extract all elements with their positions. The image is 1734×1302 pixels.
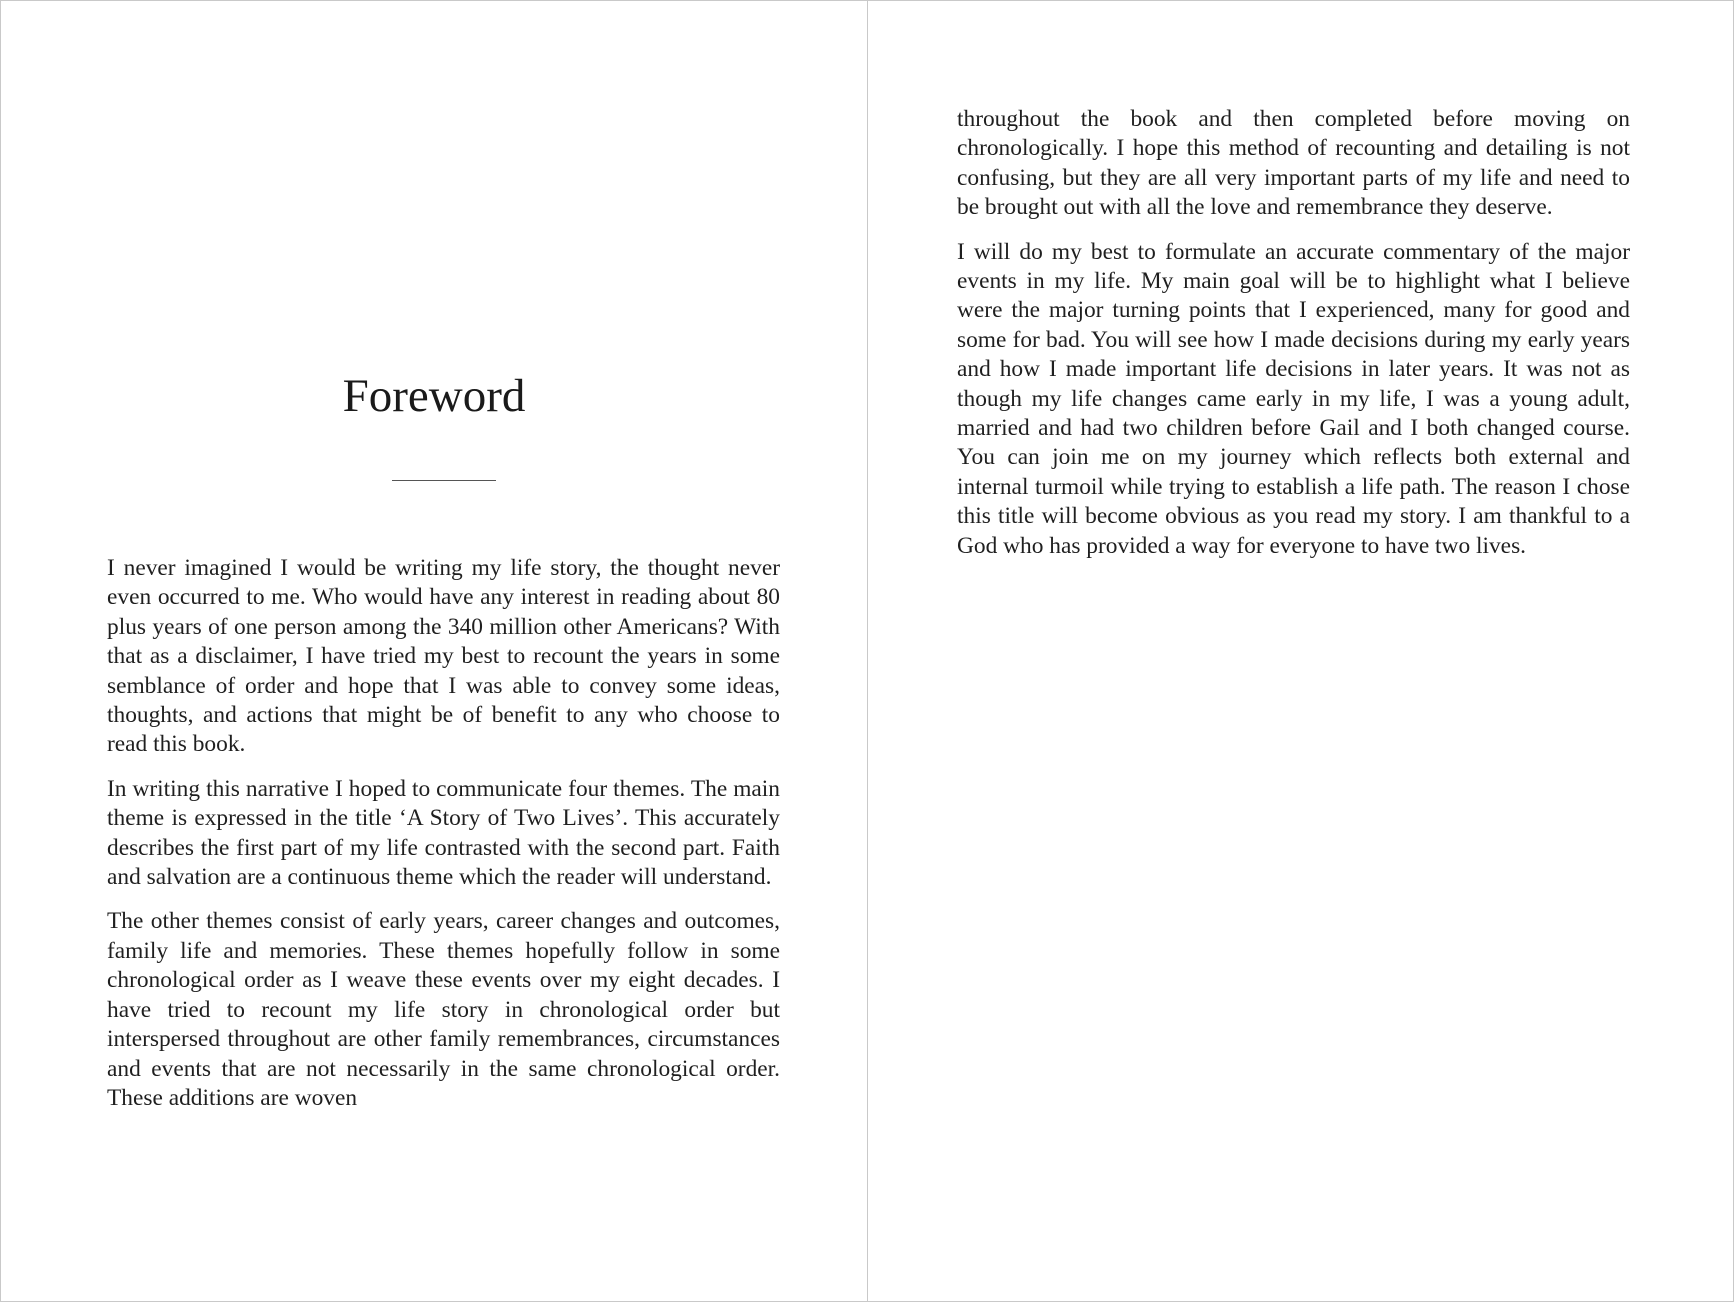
left-page-text [107,554,780,1128]
paragraph: throughout the book and then completed before moving on chronologically. I hope this method of recounting and detailing is not confusing, but they are all very important parts of my life and need to be brought out with all the love and remembrance they deserve. [957,106,1630,221]
chapter-title: Foreword [342,370,526,422]
left-page[interactable] [1,1,867,1301]
paragraph: I will do my best to formulate an accurate commentary of the major events in my life. My main goal will be to highlight what I believe were the major turning points that I experienced, many for good and some for bad. You will see how I made decisions during my early years and how I made important life decisions in later years. It was not as though my life changes came early in my life, I was a young adult, married and had two children before Gail and I both changed course. You can join me on my journey which reflects both external and internal turmoil while trying to establish a life path. The reason I chose this title will become obvious as you read my story. I am thankful to a God who has provided a way for everyone to have two lives. [957,238,1630,559]
right-page-text [957,105,1630,576]
paragraph: The other themes consist of early years, career changes and outcomes, family life and memories. These themes hopefully follow in some chronological order as I weave these events over my eight decades. I have tried to recount my life story in chronological order but interspersed throughout are other family remembrances, circumstances and events that are not necessarily in the same chronological order. These additions are woven [107,908,780,1111]
right-page[interactable] [868,1,1734,1301]
paragraph: I never imagined I would be writing my life story, the thought never even occurred to me. Who would have any interest in reading about 80 plus years of one person among the 340 million other Americans? With that as a disclaimer, I have tried my best to recount the years in some semblance of order and hope that I was able to convey some ideas, thoughts, and actions that might be of benefit to any who choose to read this book. [107,555,780,758]
paragraph: In writing this narrative I hoped to communicate four themes. The main theme is expressed in the title ‘A Story of Two Lives’. This accurately describes the first part of my life contrasted with the second part. Faith and salvation are a continuous theme which the reader will understand. [107,775,780,891]
title-divider [392,480,496,481]
